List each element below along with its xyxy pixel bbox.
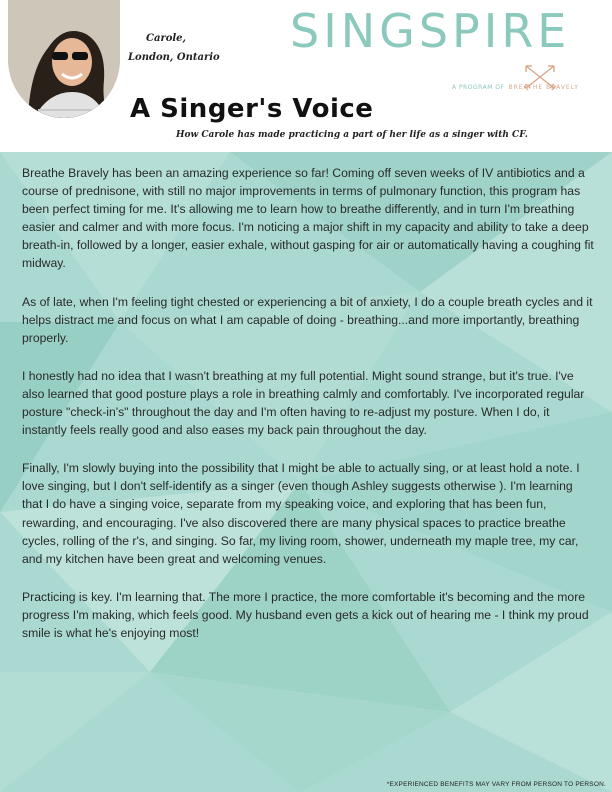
paragraph: Practicing is key. I'm learning that. The more I practice, the more comfortable it's becoming and the more progress I'm making, which feels good. My husband even gets a kick out of hearing me - I think my proud smile is what he's enjoying most! xyxy=(22,589,589,640)
page-title: A Singer's Voice xyxy=(130,94,374,124)
person-location: London, Ontario xyxy=(128,52,220,63)
paragraph: As of late, when I'm feeling tight chested or experiencing a bit of anxiety, I do a couple breath cycles and it helps distract me and focus on what I am capable of doing - breathing...and more importantly, breathing properly. xyxy=(22,294,593,345)
program-name: BREATHE BRAVELY xyxy=(508,84,579,91)
profile-photo xyxy=(8,0,120,118)
paragraph: I honestly had no idea that I wasn't breathing at my full potential. Might sound strange, but it's true. I've also learned that good posture plays a role in breathing calmly and comfortably. I've incorporated regular posture "check-in's" throughout the day and I'm often having to re-adjust my posture. When I do, it instantly feels really good and also eases my back pain throughout the day. xyxy=(22,368,585,438)
paragraph: Finally, I'm slowly buying into the possibility that I might be able to actually sing, or at least hold a note. I love singing, but I don't self-identify as a singer (even though Ashley suggests otherwise ). I'm learning that I do have a singing voice, separate from my speaking voice, and exploring that has been fun, rewarding, and encouraging. I've also discovered there are many physical spaces to practice breathe cycles, rolling of the r's, and singing. So far, my living room, shower, underneath my maple tree, my car, and my kitchen have been great and welcoming venues. xyxy=(22,461,580,566)
program-tagline xyxy=(452,84,579,91)
paragraph: Breathe Bravely has been an amazing experience so far! Coming off seven weeks of IV antibiotics and a course of prednisone, with still no major improvements in terms of pulmonary function, this program has been perfect timing for me. It's allowing me to learn how to breathe differently, and in turn I'm breathing easier and calmer and with more focus. I'm noticing a major shift in my capacity and ability to take a deep breath-in, followed by a longer, easier exhale, without gasping for air or automatically having a coughing fit midway. xyxy=(22,166,594,271)
article-text xyxy=(22,164,594,662)
disclaimer: *EXPERIENCED BENEFITS MAY VARY FROM PERSON TO PERSON. xyxy=(386,781,606,788)
page-subtitle: How Carole has made practicing a part of her life as a singer with CF. xyxy=(176,130,528,140)
article-body xyxy=(0,152,612,792)
brand-logo-text: SINGSPIRE xyxy=(290,4,571,58)
header xyxy=(0,0,612,152)
program-prefix: A PROGRAM OF xyxy=(452,84,505,91)
person-name: Carole, xyxy=(146,33,187,44)
